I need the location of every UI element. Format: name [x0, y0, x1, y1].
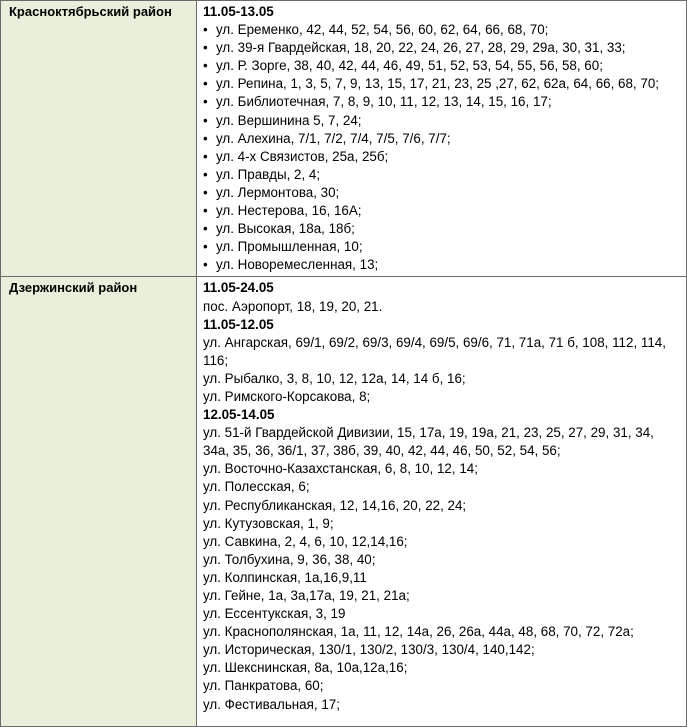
bullet-icon: •	[203, 58, 208, 74]
list-item: ул. Полесская, 6;	[203, 479, 310, 495]
bullet-icon: •	[203, 166, 208, 182]
table-row	[1, 1, 687, 277]
list-item: • ул. Алехина, 7/1, 7/2, 7/4, 7/5, 7/6, 7/7;	[203, 130, 682, 148]
list-item: ул. Шекснинская, 8а, 10а,12а,16;	[203, 660, 408, 676]
bullet-icon: •	[203, 148, 208, 164]
list-item: ул. Кутузовская, 1, 9;	[203, 515, 334, 531]
list-item: • ул. Промышленная, 10;	[203, 238, 682, 256]
bullet-icon: •	[203, 22, 208, 38]
bullet-icon: •	[203, 112, 208, 128]
list-item: ул. Римского-Корсакова, 8;	[203, 388, 371, 404]
list-item: • ул. Новоремесленная, 13;	[203, 256, 682, 274]
list-item: • ул. 4-х Связистов, 25а, 25б;	[203, 148, 682, 166]
list-item: • ул. Лермонтова, 30;	[203, 184, 682, 202]
bullet-icon: •	[203, 184, 208, 200]
district-cell	[1, 277, 197, 727]
bullet-icon: •	[203, 203, 208, 219]
bullet-icon: •	[203, 94, 208, 110]
list-item: • ул. Р. Зорге, 38, 40, 42, 44, 46, 49, 51, 52, 53, 54, 55, 56, 58, 60;	[203, 57, 682, 75]
bullet-icon: •	[203, 221, 208, 237]
list-item: ул. Ангарская, 69/1, 69/2, 69/3, 69/4, 69/5, 69/6, 71, 71а, 71 б, 108, 112, 114, 116;	[203, 334, 666, 368]
bullet-icon: •	[203, 76, 208, 92]
list-item: ул. Ессентукская, 3, 19	[203, 606, 346, 622]
list-item: ул. Историческая, 130/1, 130/2, 130/3, 130/4, 140,142;	[203, 642, 535, 658]
period-dates: 11.05-24.05	[203, 280, 274, 296]
list-item: ул. Колпинская, 1а,16,9,11	[203, 569, 367, 585]
bullet-icon: •	[203, 130, 208, 146]
bullet-icon: •	[203, 257, 208, 273]
list-item: ул. Гейне, 1а, 3а,17а, 19, 21, 21а;	[203, 588, 410, 603]
list-item: ул. Восточно-Казахстанская, 6, 8, 10, 12, 14;	[203, 461, 478, 477]
list-item: пос. Аэропорт, 18, 19, 20, 21.	[203, 298, 383, 314]
list-item: • ул. Вершинина 5, 7, 24;	[203, 112, 682, 130]
bullet-icon: •	[203, 239, 208, 255]
list-item: • ул. Библиотечная, 7, 8, 9, 10, 11, 12, 13, 14, 15, 16, 17;	[203, 93, 682, 111]
list-item: • ул. Еременко, 42, 44, 52, 54, 56, 60, 62, 64, 66, 68, 70;	[203, 21, 682, 39]
list-item: ул. Рыбалко, 3, 8, 10, 12, 12а, 14, 14 б, 16;	[203, 370, 466, 386]
list-item: ул. Панкратова, 60;	[203, 678, 324, 694]
streets-cell	[197, 1, 687, 277]
district-name: Дзержинский район	[9, 280, 138, 296]
period-dates: 11.05-12.05	[203, 316, 274, 332]
list-item: ул. Республиканская, 12, 14,16, 20, 22, 24;	[203, 497, 467, 513]
list-item: ул. 51-й Гвардейской Дивизии, 15, 17а, 19, 19а, 21, 23, 25, 27, 29, 31, 34, 34а, 35, 36, 36/1, 37, 38б, 39, 40, 42, 44, 46, 50, 52, 54, 56;	[203, 425, 654, 459]
list-item: ул. Савкина, 2, 4, 6, 10, 12,14,16;	[203, 533, 408, 549]
bullet-icon: •	[203, 40, 208, 56]
list-item: ул. Фестивальная, 17;	[203, 696, 340, 712]
list-item: • ул. Высокая, 18а, 18б;	[203, 220, 682, 238]
list-item: • ул. Правды, 2, 4;	[203, 166, 682, 184]
list-item: ул. Краснополянская, 1а, 11, 12, 14а, 26, 26а, 44а, 48, 68, 70, 72, 72а;	[203, 624, 634, 640]
district-cell	[1, 1, 197, 277]
streets-cell	[197, 277, 687, 727]
list-item: • ул. 39-я Гвардейская, 18, 20, 22, 24, 26, 27, 28, 29, 29а, 30, 31, 33;	[203, 39, 682, 57]
table-row	[1, 277, 687, 727]
list-item: • ул. Нестерова, 16, 16А;	[203, 202, 682, 220]
period-dates: 12.05-14.05	[203, 407, 275, 423]
period-dates: 11.05-13.05	[203, 4, 274, 19]
list-item: • ул. Репина, 1, 3, 5, 7, 9, 13, 15, 17, 21, 23, 25 ,27, 62, 62а, 64, 66, 68, 70;	[203, 75, 682, 93]
district-name: Красноктябрьский район	[9, 4, 172, 19]
list-item: ул. Толбухина, 9, 36, 38, 40;	[203, 551, 376, 567]
